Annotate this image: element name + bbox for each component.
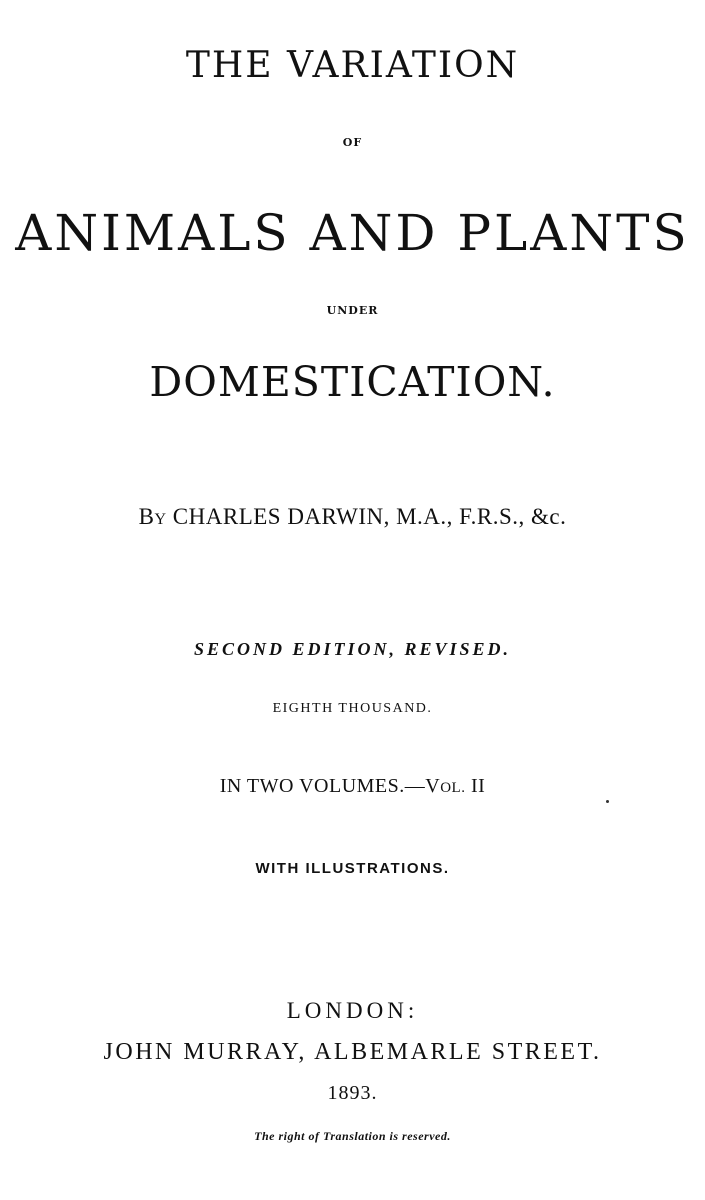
- volumes-small: OL.: [440, 780, 466, 796]
- illustrations-line: WITH ILLUSTRATIONS.: [255, 860, 450, 877]
- volumes-line: [0, 776, 705, 796]
- author-name: CHARLES DARWIN, M.A., F.R.S., &c.: [166, 504, 567, 529]
- printing-line: EIGHTH THOUSAND.: [272, 701, 433, 716]
- publisher-line: JOHN MURRAY, ALBEMARLE STREET.: [103, 1039, 602, 1065]
- author-prefix-rest: Y: [154, 511, 167, 528]
- rights-notice: The right of Translation is reserved.: [254, 1129, 451, 1143]
- edition-line: SECOND EDITION, REVISED.: [193, 639, 512, 659]
- volumes-main: IN TWO VOLUMES.—V: [219, 775, 441, 797]
- author-prefix-first: B: [138, 504, 155, 529]
- paper-speck: [606, 800, 609, 803]
- year-line: 1893.: [327, 1082, 378, 1104]
- author-line: [0, 505, 705, 528]
- title-line-3: DOMESTICATION.: [149, 358, 556, 406]
- place-line: LONDON:: [286, 998, 419, 1023]
- title-line-2: ANIMALS AND PLANTS: [15, 204, 690, 262]
- title-connector-of: OF: [342, 136, 363, 149]
- title-connector-under: UNDER: [326, 304, 379, 317]
- title-line-1: THE VARIATION: [185, 45, 520, 86]
- volumes-number: II: [465, 775, 486, 797]
